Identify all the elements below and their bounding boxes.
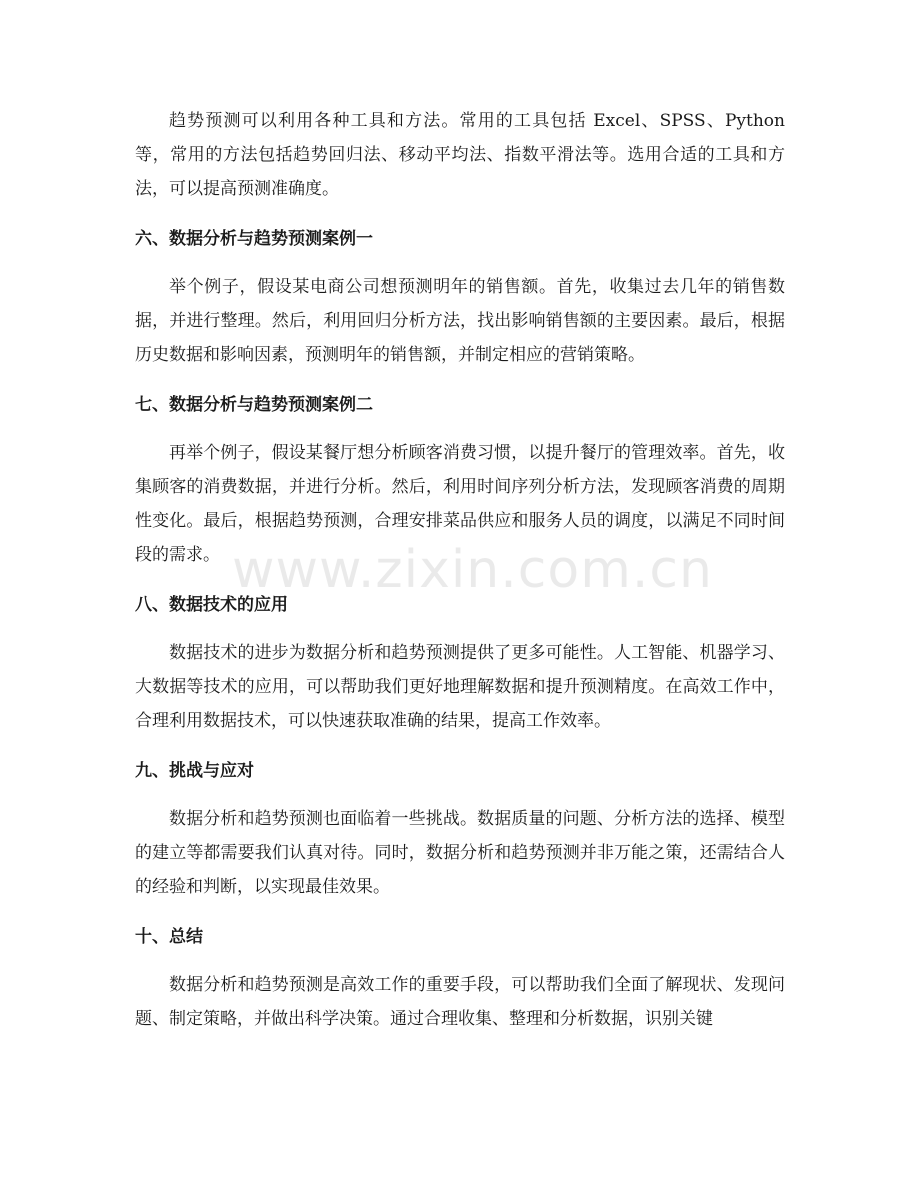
section-paragraph-7: 再举个例子，假设某餐厅想分析顾客消费习惯，以提升餐厅的管理效率。首先，收集顾客的消费数据，并进行分析。然后，利用时间序列分析方法，发现顾客消费的周期性变化。最后，根据趋势预测，合理安排菜品供应和服务人员的调度，以满足不同时间段的需求。 [135,443,785,565]
section-paragraph-8: 数据技术的进步为数据分析和趋势预测提供了更多可能性。人工智能、机器学习、大数据等技术的应用，可以帮助我们更好地理解数据和提升预测精度。在高效工作中，合理利用数据技术，可以快速获取准确的结果，提高工作效率。 [135,643,785,731]
document-content [135,104,785,1036]
section-heading-6: 六、数据分析与趋势预测案例一 [135,229,373,249]
section-heading-9: 九、挑战与应对 [135,761,254,781]
section-paragraph-10: 数据分析和趋势预测是高效工作的重要手段，可以帮助我们全面了解现状、发现问题、制定策略，并做出科学决策。通过合理收集、整理和分析数据，识别关键 [135,975,785,1029]
section-heading-8: 八、数据技术的应用 [135,595,288,615]
section-paragraph-6: 举个例子，假设某电商公司想预测明年的销售额。首先，收集过去几年的销售数据，并进行整理。然后，利用回归分析方法，找出影响销售额的主要因素。最后，根据历史数据和影响因素，预测明年的销售额，并制定相应的营销策略。 [135,277,785,365]
section-paragraph-9: 数据分析和趋势预测也面临着一些挑战。数据质量的问题、分析方法的选择、模型的建立等都需要我们认真对待。同时，数据分析和趋势预测并非万能之策，还需结合人的经验和判断，以实现最佳效果。 [135,809,785,897]
section-heading-7: 七、数据分析与趋势预测案例二 [135,395,373,415]
watermark-text: www.zixin.com.cn [232,540,713,600]
section-heading-10: 十、总结 [135,927,203,947]
intro-paragraph: 趋势预测可以利用各种工具和方法。常用的工具包括 Excel、SPSS、Python 等，常用的方法包括趋势回归法、移动平均法、指数平滑法等。选用合适的工具和方法，可以提高预测准确度。 [135,111,785,199]
